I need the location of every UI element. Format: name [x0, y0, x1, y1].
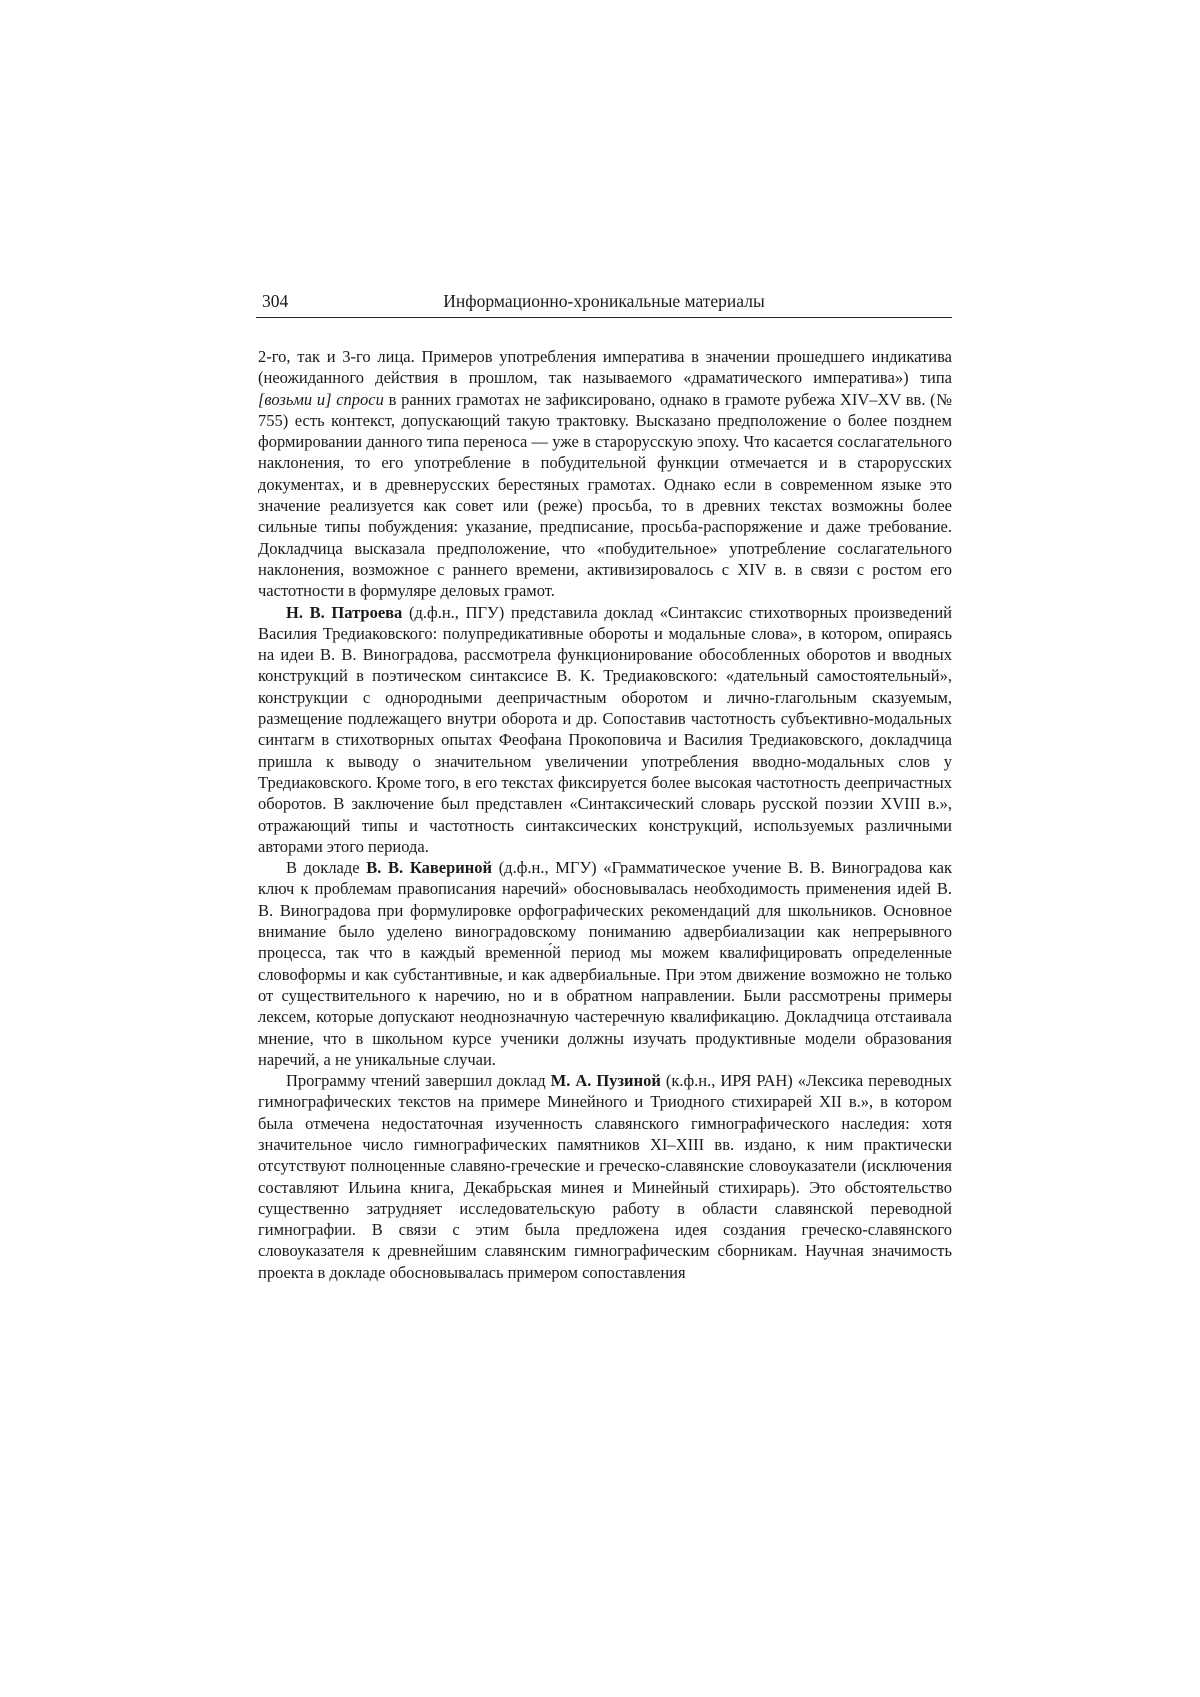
text-run: (д.ф.н., МГУ) «Грамматическое учение В. В. Виноградова как ключ к проблемам правописания наречий» обосновывалась необходимость применения идей В. В. Виноградова при формулировке орфографических рекомендаций для школьников. Основное внимание было уделено виноградовскому пониманию адвербиализации как непрерывного процесса, так что в каждый временно́й период мы можем квалифицировать определенные словоформы и как субстантивные, и как адвербиальные. При этом движение возможно не только от существительного к наречию, но и в обратном направлении. Были рассмотрены примеры лексем, которые допускают неоднозначную частеречную квалификацию. Докладчица отстаивала мнение, что в школьном курсе ученики должны изучать продуктивные модели образования наречий, а не уникальные случаи. [258, 858, 952, 1069]
page-number: 304 [262, 291, 289, 311]
text-run: Программу чтений завершил доклад [286, 1071, 551, 1091]
paragraph-2 [258, 602, 952, 858]
speaker-name: М. А. Пузиной [550, 1071, 661, 1091]
speaker-name: Н. В. Патроева [286, 602, 403, 622]
text-run: (д.ф.н., ПГУ) представила доклад «Синтаксис стихотворных произведений Василия Тредиаковского: полупредикативные обороты и модальные слова», в котором, опираясь на идеи В. В. Виноградова, рассмотрела функционирование обособленных оборотов и вводных конструкций в поэтическом синтаксисе В. К. Тредиаковского: «дательный самостоятельный», конструкции с однородными деепричастным оборотом и лично-глагольным сказуемым, размещение подлежащего внутри оборота и др. Сопоставив частотность субъективно-модальных синтагм в стихотворных опытах Феофана Прокоповича и Василия Тредиаковского, докладчица пришла к выводу о значительном увеличении употребления вводно-модальных слов у Тредиаковского. Кроме того, в его текстах фиксируется более высокая частотность деепричастных оборотов. В заключение был представлен «Синтаксический словарь русской поэзии XVIII в.», отражающий типы и частотность синтаксических конструкций, используемых различными авторами этого периода. [258, 602, 952, 856]
body-text [258, 346, 952, 1283]
page-header [256, 289, 952, 318]
running-title: Информационно-хроникальные материалы [443, 291, 765, 311]
text-run: в ранних грамотах не зафиксировано, однако в грамоте рубежа XIV–XV вв. (№ 755) есть контекст, допускающий такую трактовку. Высказано предположение о более позднем формировании данного типа переноса — уже в старорусскую эпоху. Что касается сослагательного наклонения, то его употребление в побудительной функции отмечается и в старорусских документах, и в древнерусских берестяных грамотах. Однако если в современном языке это значение реализуется как совет или (реже) просьба, то в древних текстах возможны более сильные типы побуждения: указание, предписание, просьба-распоряжение и даже требование. Докладчица высказала предположение, что «побудительное» употребление сослагательного наклонения, возможное с раннего времени, активизировалось с XIV в. в связи с ростом его частотности в формуляре деловых грамот. [258, 389, 952, 601]
text-run: В докладе [286, 858, 367, 878]
italic-example: [возьми и] спроси [258, 389, 384, 409]
paragraph-3 [258, 857, 952, 1070]
speaker-name: В. В. Кавериной [366, 858, 493, 878]
paragraph-1 [258, 346, 952, 602]
text-run: 2-го, так и 3-го лица. Примеров употребления императива в значении прошедшего индикатива (неожиданного действия в прошлом, так называемого «драматического императива») типа [258, 347, 952, 388]
paragraph-4 [258, 1070, 952, 1283]
text-run: (к.ф.н., ИРЯ РАН) «Лексика переводных гимнографических текстов на примере Минейного и Триодного стихирарей XII в.», в котором была отмечена недостаточная изученность славянского гимнографического наследия: хотя значительное число гимнографических памятников XI–XIII вв. издано, к ним практически отсутствуют полноценные славяно-греческие и греческо-славянские словоуказатели (исключения составляют Ильина книга, Декабрьская минея и Минейный стихирарь). Это обстоятельство существенно затрудняет исследовательскую работу в области славянской переводной гимнографии. В связи с этим была предложена идея создания греческо-славянского словоуказателя к древнейшим славянским гимнографическим сборникам. Научная значимость проекта в докладе обосновывалась примером сопоставления [258, 1071, 952, 1282]
